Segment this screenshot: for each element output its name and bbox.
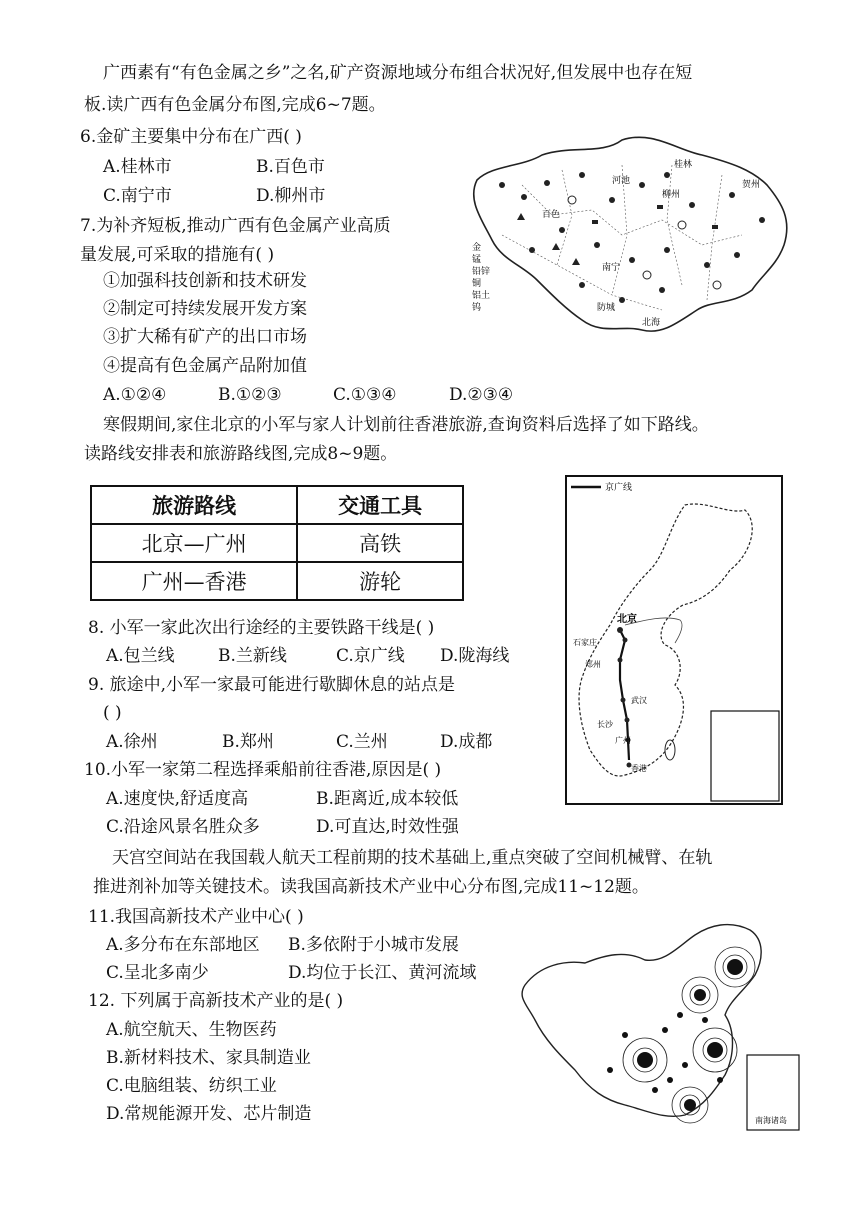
cell-transport: 高铁 bbox=[297, 524, 463, 562]
map1-city-hechi: 河池 bbox=[612, 176, 631, 186]
map1-city-baise: 百色 bbox=[542, 210, 561, 220]
q12-option-a[interactable]: A.航空航天、生物医药 bbox=[106, 1020, 277, 1040]
q9-option-b[interactable]: B.郑州 bbox=[222, 732, 274, 752]
map2-city-guangzhou: 广州 bbox=[615, 736, 631, 745]
map2-city-zhengzhou: 郑州 bbox=[585, 660, 601, 669]
intro3-line-2: 推进剂补加等关键技术。读我国高新技术产业中心分布图,完成11~12题。 bbox=[93, 877, 649, 897]
intro-line-2: 板.读广西有色金属分布图,完成6~7题。 bbox=[84, 95, 386, 115]
q7-option-d[interactable]: D.②③④ bbox=[449, 385, 514, 405]
question-7-stem-1: 7.为补齐短板,推动广西有色金属产业高质 bbox=[80, 216, 391, 236]
map1-city-guilin: 桂林 bbox=[674, 160, 693, 170]
map2-city-shijiazhuang: 石家庄 bbox=[573, 638, 597, 647]
map1-legend-tungsten: 钨 bbox=[472, 303, 482, 313]
q7-item-1: ①加强科技创新和技术研发 bbox=[103, 271, 307, 291]
jingguang-route-map bbox=[565, 475, 783, 805]
q10-option-c[interactable]: C.沿途风景名胜众多 bbox=[106, 817, 260, 837]
map2-legend-jingguang: 京广线 bbox=[605, 483, 633, 493]
question-10-stem: 10.小军一家第二程选择乘船前往香港,原因是( ) bbox=[84, 760, 442, 780]
question-11-stem: 11.我国高新技术产业中心( ) bbox=[88, 907, 304, 927]
cell-route: 北京—广州 bbox=[91, 524, 297, 562]
route-table-header bbox=[91, 486, 463, 524]
map1-city-hezhou: 贺州 bbox=[742, 180, 761, 190]
q6-option-c[interactable]: C.南宁市 bbox=[103, 186, 172, 206]
q9-option-c[interactable]: C.兰州 bbox=[336, 732, 388, 752]
question-9-stem-2: ( ) bbox=[103, 703, 122, 723]
q6-option-b[interactable]: B.百色市 bbox=[256, 157, 325, 177]
map1-city-liuzhou: 柳州 bbox=[662, 190, 681, 200]
guangxi-metals-map bbox=[462, 125, 807, 345]
q10-option-d[interactable]: D.可直达,时效性强 bbox=[316, 817, 459, 837]
map1-legend-copper: 铜 bbox=[472, 279, 482, 289]
question-8-stem: 8. 小军一家此次出行途经的主要铁路干线是( ) bbox=[88, 618, 435, 638]
q11-option-b[interactable]: B.多依附于小城市发展 bbox=[288, 935, 459, 955]
header-route: 旅游路线 bbox=[91, 486, 297, 524]
map2-city-beijing: 北京 bbox=[617, 614, 637, 625]
q11-option-a[interactable]: A.多分布在东部地区 bbox=[106, 935, 260, 955]
map3-inset-label: 南海诸岛 bbox=[755, 1116, 787, 1125]
map1-city-nanning: 南宁 bbox=[602, 263, 621, 273]
header-transport: 交通工具 bbox=[297, 486, 463, 524]
map1-legend-gold: 金 bbox=[472, 243, 482, 253]
table-row bbox=[91, 524, 463, 562]
q9-option-d[interactable]: D.成都 bbox=[440, 732, 493, 752]
map2-city-wuhan: 武汉 bbox=[631, 696, 647, 705]
q6-option-d[interactable]: D.柳州市 bbox=[256, 186, 326, 206]
q9-option-a[interactable]: A.徐州 bbox=[106, 732, 158, 752]
map1-legend-bauxite: 铝土 bbox=[472, 291, 491, 301]
q8-option-a[interactable]: A.包兰线 bbox=[106, 646, 175, 666]
q10-option-b[interactable]: B.距离近,成本较低 bbox=[316, 789, 459, 809]
q12-option-b[interactable]: B.新材料技术、家具制造业 bbox=[106, 1048, 311, 1068]
q6-option-a[interactable]: A.桂林市 bbox=[103, 157, 172, 177]
question-7-stem-2: 量发展,可采取的措施有( ) bbox=[80, 245, 275, 265]
q11-option-d[interactable]: D.均位于长江、黄河流域 bbox=[288, 963, 477, 983]
map1-legend-lead-zinc: 铅锌 bbox=[472, 267, 491, 277]
map1-city-fangcheng: 防城 bbox=[597, 303, 616, 313]
intro2-line-2: 读路线安排表和旅游路线图,完成8~9题。 bbox=[84, 444, 398, 464]
intro-line-1: 广西素有“有色金属之乡”之名,矿产资源地域分布组合状况好,但发展中也存在短 bbox=[103, 63, 693, 83]
q7-item-2: ②制定可持续发展开发方案 bbox=[103, 299, 307, 319]
map2-city-hongkong: 香港 bbox=[631, 764, 647, 773]
table-row bbox=[91, 562, 463, 600]
question-12-stem: 12. 下列属于高新技术产业的是( ) bbox=[88, 991, 344, 1011]
hightech-centers-map bbox=[505, 905, 805, 1145]
intro3-line-1: 天宫空间站在我国载人航天工程前期的技术基础上,重点突破了空间机械臂、在轨 bbox=[112, 848, 713, 868]
question-6-stem: 6.金矿主要集中分布在广西( ) bbox=[80, 127, 302, 147]
cell-route: 广州—香港 bbox=[91, 562, 297, 600]
map2-city-changsha: 长沙 bbox=[597, 720, 613, 729]
route-table bbox=[90, 485, 464, 601]
q8-option-d[interactable]: D.陇海线 bbox=[440, 646, 510, 666]
q7-option-c[interactable]: C.①③④ bbox=[333, 385, 397, 405]
q7-item-4: ④提高有色金属产品附加值 bbox=[103, 356, 307, 376]
question-9-stem-1: 9. 旅途中,小军一家最可能进行歇脚休息的站点是 bbox=[88, 675, 456, 695]
q7-item-3: ③扩大稀有矿产的出口市场 bbox=[103, 327, 307, 347]
q11-option-c[interactable]: C.呈北多南少 bbox=[106, 963, 209, 983]
q12-option-d[interactable]: D.常规能源开发、芯片制造 bbox=[106, 1104, 312, 1124]
q7-option-b[interactable]: B.①②③ bbox=[218, 385, 282, 405]
q8-option-c[interactable]: C.京广线 bbox=[336, 646, 405, 666]
q12-option-c[interactable]: C.电脑组装、纺织工业 bbox=[106, 1076, 277, 1096]
q10-option-a[interactable]: A.速度快,舒适度高 bbox=[106, 789, 249, 809]
q7-option-a[interactable]: A.①②④ bbox=[103, 385, 167, 405]
cell-transport: 游轮 bbox=[297, 562, 463, 600]
intro2-line-1: 寒假期间,家住北京的小军与家人计划前往香港旅游,查询资料后选择了如下路线。 bbox=[103, 415, 709, 435]
q8-option-b[interactable]: B.兰新线 bbox=[218, 646, 287, 666]
map1-city-beihai: 北海 bbox=[642, 318, 661, 328]
map1-legend-manganese: 锰 bbox=[472, 255, 482, 265]
